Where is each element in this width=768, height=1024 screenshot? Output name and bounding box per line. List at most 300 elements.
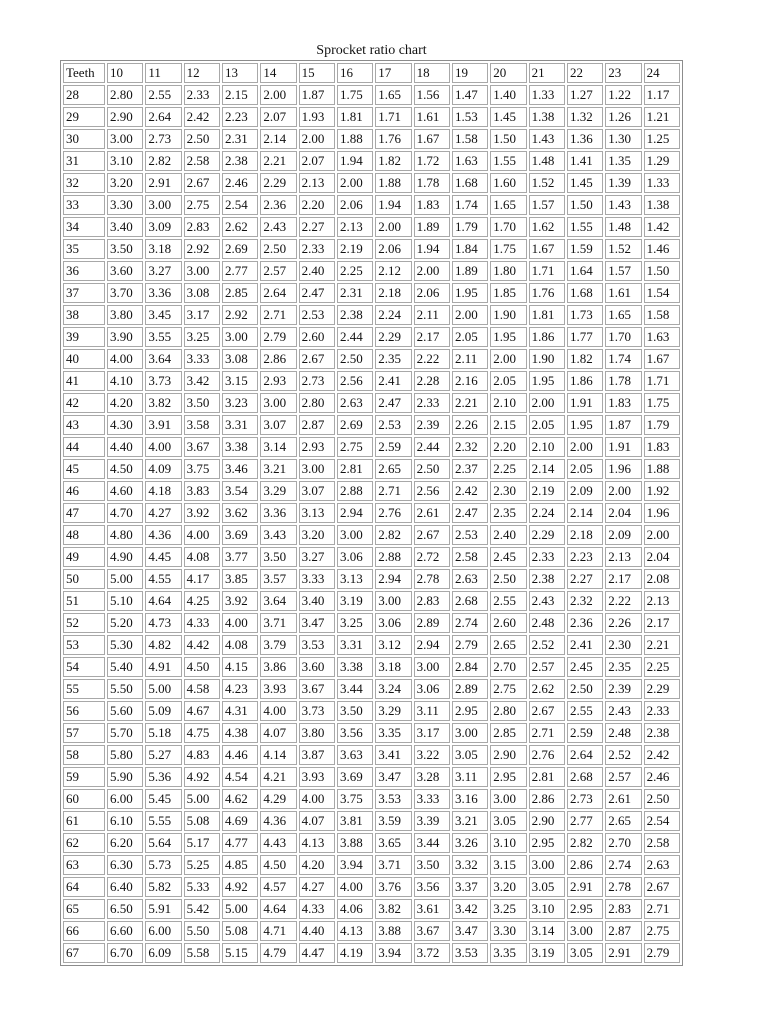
- row-teeth-label: 44: [63, 437, 105, 457]
- ratio-cell: 3.75: [337, 789, 373, 809]
- ratio-cell: 1.83: [414, 195, 450, 215]
- ratio-cell: 2.86: [529, 789, 565, 809]
- ratio-cell: 2.00: [299, 129, 335, 149]
- table-row: [63, 723, 680, 743]
- ratio-cell: 1.86: [529, 327, 565, 347]
- ratio-cell: 4.00: [222, 613, 258, 633]
- ratio-cell: 3.13: [299, 503, 335, 523]
- ratio-cell: 2.84: [452, 657, 488, 677]
- ratio-cell: 2.05: [567, 459, 603, 479]
- column-header: 20: [490, 63, 526, 83]
- ratio-cell: 1.95: [529, 371, 565, 391]
- ratio-cell: 2.29: [644, 679, 680, 699]
- ratio-cell: 4.40: [299, 921, 335, 941]
- ratio-cell: 4.75: [184, 723, 220, 743]
- row-teeth-label: 65: [63, 899, 105, 919]
- ratio-cell: 2.32: [567, 591, 603, 611]
- ratio-cell: 2.79: [260, 327, 296, 347]
- ratio-cell: 2.33: [529, 547, 565, 567]
- ratio-cell: 3.55: [145, 327, 181, 347]
- ratio-cell: 2.63: [452, 569, 488, 589]
- ratio-cell: 2.00: [452, 305, 488, 325]
- ratio-cell: 1.54: [644, 283, 680, 303]
- ratio-cell: 3.44: [337, 679, 373, 699]
- ratio-cell: 5.08: [222, 921, 258, 941]
- ratio-cell: 4.64: [260, 899, 296, 919]
- ratio-cell: 3.70: [107, 283, 143, 303]
- ratio-cell: 2.47: [375, 393, 411, 413]
- ratio-cell: 3.59: [375, 811, 411, 831]
- ratio-cell: 2.46: [222, 173, 258, 193]
- ratio-cell: 3.81: [337, 811, 373, 831]
- ratio-cell: 4.06: [337, 899, 373, 919]
- ratio-cell: 3.60: [299, 657, 335, 677]
- ratio-cell: 1.52: [605, 239, 641, 259]
- ratio-cell: 2.33: [299, 239, 335, 259]
- ratio-cell: 2.53: [375, 415, 411, 435]
- ratio-cell: 2.48: [529, 613, 565, 633]
- ratio-cell: 3.47: [375, 767, 411, 787]
- row-teeth-label: 43: [63, 415, 105, 435]
- ratio-cell: 5.18: [145, 723, 181, 743]
- ratio-cell: 1.95: [452, 283, 488, 303]
- ratio-cell: 3.36: [145, 283, 181, 303]
- ratio-cell: 3.14: [529, 921, 565, 941]
- ratio-cell: 2.16: [452, 371, 488, 391]
- ratio-cell: 5.36: [145, 767, 181, 787]
- ratio-cell: 2.00: [414, 261, 450, 281]
- ratio-cell: 1.77: [567, 327, 603, 347]
- table-row: [63, 371, 680, 391]
- ratio-cell: 2.60: [299, 327, 335, 347]
- ratio-cell: 3.23: [222, 393, 258, 413]
- ratio-cell: 3.19: [529, 943, 565, 963]
- ratio-cell: 3.00: [567, 921, 603, 941]
- ratio-cell: 4.07: [260, 723, 296, 743]
- ratio-cell: 4.30: [107, 415, 143, 435]
- ratio-cell: 2.05: [529, 415, 565, 435]
- ratio-cell: 4.00: [337, 877, 373, 897]
- row-teeth-label: 56: [63, 701, 105, 721]
- ratio-cell: 2.43: [260, 217, 296, 237]
- ratio-cell: 3.22: [414, 745, 450, 765]
- ratio-cell: 3.20: [107, 173, 143, 193]
- ratio-cell: 3.88: [337, 833, 373, 853]
- ratio-cell: 2.95: [529, 833, 565, 853]
- ratio-cell: 1.32: [567, 107, 603, 127]
- ratio-cell: 1.95: [567, 415, 603, 435]
- ratio-cell: 2.17: [605, 569, 641, 589]
- ratio-cell: 2.40: [490, 525, 526, 545]
- ratio-cell: 2.13: [644, 591, 680, 611]
- ratio-cell: 4.92: [184, 767, 220, 787]
- ratio-cell: 5.55: [145, 811, 181, 831]
- table-row: [63, 503, 680, 523]
- ratio-cell: 2.44: [414, 437, 450, 457]
- ratio-cell: 4.36: [145, 525, 181, 545]
- ratio-cell: 2.39: [414, 415, 450, 435]
- ratio-cell: 2.20: [299, 195, 335, 215]
- row-teeth-label: 61: [63, 811, 105, 831]
- ratio-cell: 4.92: [222, 877, 258, 897]
- ratio-cell: 3.11: [452, 767, 488, 787]
- ratio-cell: 3.50: [260, 547, 296, 567]
- ratio-cell: 2.47: [299, 283, 335, 303]
- ratio-cell: 2.50: [337, 349, 373, 369]
- ratio-cell: 1.27: [567, 85, 603, 105]
- ratio-cell: 3.69: [222, 525, 258, 545]
- ratio-cell: 1.43: [529, 129, 565, 149]
- ratio-cell: 1.65: [375, 85, 411, 105]
- ratio-cell: 2.75: [184, 195, 220, 215]
- row-teeth-label: 59: [63, 767, 105, 787]
- row-teeth-label: 54: [63, 657, 105, 677]
- row-teeth-label: 40: [63, 349, 105, 369]
- ratio-cell: 1.50: [644, 261, 680, 281]
- ratio-cell: 2.61: [414, 503, 450, 523]
- ratio-cell: 3.00: [107, 129, 143, 149]
- ratio-cell: 2.53: [452, 525, 488, 545]
- ratio-cell: 2.46: [644, 767, 680, 787]
- ratio-cell: 1.75: [337, 85, 373, 105]
- ratio-cell: 1.91: [605, 437, 641, 457]
- ratio-cell: 1.65: [605, 305, 641, 325]
- ratio-cell: 1.87: [299, 85, 335, 105]
- ratio-cell: 2.40: [299, 261, 335, 281]
- ratio-cell: 2.25: [490, 459, 526, 479]
- ratio-cell: 6.20: [107, 833, 143, 853]
- ratio-cell: 3.53: [299, 635, 335, 655]
- table-row: [63, 789, 680, 809]
- ratio-cell: 1.43: [605, 195, 641, 215]
- ratio-cell: 1.67: [644, 349, 680, 369]
- ratio-cell: 3.18: [375, 657, 411, 677]
- ratio-cell: 4.57: [260, 877, 296, 897]
- ratio-cell: 5.00: [222, 899, 258, 919]
- ratio-cell: 1.88: [644, 459, 680, 479]
- ratio-cell: 2.82: [145, 151, 181, 171]
- table-row: [63, 855, 680, 875]
- table-row: [63, 415, 680, 435]
- ratio-cell: 1.85: [490, 283, 526, 303]
- ratio-cell: 3.00: [414, 657, 450, 677]
- ratio-cell: 1.83: [605, 393, 641, 413]
- ratio-cell: 4.13: [299, 833, 335, 853]
- ratio-cell: 2.27: [299, 217, 335, 237]
- ratio-cell: 1.92: [644, 481, 680, 501]
- ratio-cell: 4.19: [337, 943, 373, 963]
- ratio-cell: 1.55: [490, 151, 526, 171]
- ratio-cell: 5.64: [145, 833, 181, 853]
- row-teeth-label: 38: [63, 305, 105, 325]
- ratio-cell: 1.70: [490, 217, 526, 237]
- ratio-cell: 3.47: [452, 921, 488, 941]
- ratio-cell: 1.50: [490, 129, 526, 149]
- ratio-cell: 2.67: [299, 349, 335, 369]
- ratio-cell: 3.39: [414, 811, 450, 831]
- ratio-cell: 6.40: [107, 877, 143, 897]
- ratio-cell: 1.29: [644, 151, 680, 171]
- ratio-cell: 3.71: [260, 613, 296, 633]
- column-header: 22: [567, 63, 603, 83]
- ratio-cell: 3.50: [107, 239, 143, 259]
- ratio-cell: 6.00: [107, 789, 143, 809]
- ratio-cell: 1.83: [644, 437, 680, 457]
- ratio-cell: 1.41: [567, 151, 603, 171]
- ratio-cell: 1.39: [605, 173, 641, 193]
- ratio-cell: 6.09: [145, 943, 181, 963]
- ratio-cell: 2.71: [529, 723, 565, 743]
- ratio-cell: 5.00: [184, 789, 220, 809]
- ratio-cell: 2.50: [260, 239, 296, 259]
- ratio-cell: 2.00: [567, 437, 603, 457]
- column-header: 21: [529, 63, 565, 83]
- ratio-cell: 2.94: [375, 569, 411, 589]
- ratio-cell: 4.20: [107, 393, 143, 413]
- ratio-cell: 2.26: [605, 613, 641, 633]
- ratio-cell: 2.64: [260, 283, 296, 303]
- ratio-cell: 3.00: [260, 393, 296, 413]
- ratio-cell: 1.62: [529, 217, 565, 237]
- ratio-cell: 3.06: [337, 547, 373, 567]
- ratio-cell: 1.86: [567, 371, 603, 391]
- ratio-cell: 2.93: [299, 437, 335, 457]
- ratio-cell: 2.75: [490, 679, 526, 699]
- ratio-cell: 2.11: [414, 305, 450, 325]
- ratio-cell: 3.24: [375, 679, 411, 699]
- ratio-cell: 3.90: [107, 327, 143, 347]
- ratio-cell: 1.78: [414, 173, 450, 193]
- ratio-cell: 2.77: [222, 261, 258, 281]
- ratio-cell: 3.94: [337, 855, 373, 875]
- ratio-cell: 4.33: [299, 899, 335, 919]
- ratio-cell: 4.70: [107, 503, 143, 523]
- ratio-cell: 1.93: [299, 107, 335, 127]
- ratio-cell: 5.00: [145, 679, 181, 699]
- row-teeth-label: 37: [63, 283, 105, 303]
- ratio-cell: 5.25: [184, 855, 220, 875]
- table-row: [63, 525, 680, 545]
- ratio-cell: 4.42: [184, 635, 220, 655]
- ratio-cell: 2.62: [529, 679, 565, 699]
- ratio-cell: 3.18: [145, 239, 181, 259]
- ratio-cell: 3.07: [299, 481, 335, 501]
- ratio-cell: 1.91: [567, 393, 603, 413]
- table-row: [63, 701, 680, 721]
- column-header: 11: [145, 63, 181, 83]
- ratio-cell: 3.33: [299, 569, 335, 589]
- ratio-cell: 1.67: [529, 239, 565, 259]
- ratio-cell: 2.04: [605, 503, 641, 523]
- ratio-cell: 1.79: [644, 415, 680, 435]
- ratio-cell: 4.36: [260, 811, 296, 831]
- ratio-cell: 3.00: [490, 789, 526, 809]
- ratio-cell: 2.00: [644, 525, 680, 545]
- ratio-cell: 2.29: [375, 327, 411, 347]
- ratio-cell: 3.86: [260, 657, 296, 677]
- ratio-cell: 1.45: [567, 173, 603, 193]
- ratio-cell: 4.80: [107, 525, 143, 545]
- ratio-cell: 4.31: [222, 701, 258, 721]
- ratio-cell: 3.00: [452, 723, 488, 743]
- ratio-cell: 6.00: [145, 921, 181, 941]
- ratio-cell: 1.21: [644, 107, 680, 127]
- ratio-cell: 1.42: [644, 217, 680, 237]
- ratio-cell: 3.65: [375, 833, 411, 853]
- ratio-cell: 3.00: [145, 195, 181, 215]
- ratio-cell: 3.15: [222, 371, 258, 391]
- ratio-cell: 3.08: [184, 283, 220, 303]
- ratio-cell: 5.33: [184, 877, 220, 897]
- ratio-cell: 5.30: [107, 635, 143, 655]
- ratio-cell: 2.14: [260, 129, 296, 149]
- ratio-cell: 2.36: [567, 613, 603, 633]
- ratio-cell: 2.17: [414, 327, 450, 347]
- ratio-cell: 3.67: [184, 437, 220, 457]
- ratio-cell: 4.71: [260, 921, 296, 941]
- ratio-cell: 2.59: [567, 723, 603, 743]
- ratio-cell: 2.44: [337, 327, 373, 347]
- ratio-cell: 3.38: [222, 437, 258, 457]
- ratio-cell: 2.80: [107, 85, 143, 105]
- ratio-cell: 3.46: [222, 459, 258, 479]
- ratio-cell: 2.29: [260, 173, 296, 193]
- table-row: [63, 261, 680, 281]
- ratio-cell: 2.07: [260, 107, 296, 127]
- row-teeth-label: 48: [63, 525, 105, 545]
- table-row: [63, 437, 680, 457]
- ratio-cell: 2.38: [222, 151, 258, 171]
- ratio-cell: 3.29: [260, 481, 296, 501]
- table-row: [63, 745, 680, 765]
- ratio-cell: 1.76: [529, 283, 565, 303]
- ratio-cell: 2.68: [567, 767, 603, 787]
- ratio-cell: 3.14: [260, 437, 296, 457]
- ratio-cell: 3.75: [184, 459, 220, 479]
- ratio-cell: 3.00: [529, 855, 565, 875]
- header-row: [63, 63, 680, 83]
- ratio-cell: 2.58: [452, 547, 488, 567]
- ratio-cell: 2.38: [529, 569, 565, 589]
- ratio-cell: 2.80: [490, 701, 526, 721]
- ratio-cell: 2.77: [567, 811, 603, 831]
- ratio-cell: 3.00: [184, 261, 220, 281]
- ratio-cell: 1.94: [375, 195, 411, 215]
- ratio-cell: 1.81: [529, 305, 565, 325]
- ratio-cell: 3.10: [529, 899, 565, 919]
- ratio-cell: 1.50: [567, 195, 603, 215]
- ratio-cell: 2.43: [605, 701, 641, 721]
- table-row: [63, 349, 680, 369]
- ratio-cell: 2.95: [452, 701, 488, 721]
- ratio-cell: 3.29: [375, 701, 411, 721]
- ratio-cell: 2.30: [605, 635, 641, 655]
- ratio-cell: 2.70: [490, 657, 526, 677]
- ratio-cell: 4.54: [222, 767, 258, 787]
- ratio-cell: 2.70: [605, 833, 641, 853]
- ratio-cell: 3.17: [414, 723, 450, 743]
- ratio-cell: 1.82: [375, 151, 411, 171]
- ratio-cell: 2.75: [644, 921, 680, 941]
- ratio-cell: 3.63: [337, 745, 373, 765]
- ratio-cell: 2.35: [375, 349, 411, 369]
- ratio-cell: 3.38: [337, 657, 373, 677]
- ratio-cell: 2.35: [605, 657, 641, 677]
- ratio-cell: 2.78: [605, 877, 641, 897]
- ratio-cell: 2.45: [490, 547, 526, 567]
- ratio-cell: 3.07: [260, 415, 296, 435]
- ratio-cell: 2.50: [184, 129, 220, 149]
- ratio-cell: 2.27: [567, 569, 603, 589]
- ratio-cell: 4.69: [222, 811, 258, 831]
- ratio-cell: 2.06: [375, 239, 411, 259]
- ratio-cell: 1.96: [605, 459, 641, 479]
- ratio-cell: 1.58: [452, 129, 488, 149]
- ratio-cell: 3.10: [107, 151, 143, 171]
- ratio-cell: 5.80: [107, 745, 143, 765]
- ratio-cell: 2.82: [375, 525, 411, 545]
- ratio-cell: 1.33: [529, 85, 565, 105]
- row-teeth-label: 49: [63, 547, 105, 567]
- table-row: [63, 283, 680, 303]
- table-row: [63, 239, 680, 259]
- row-teeth-label: 60: [63, 789, 105, 809]
- ratio-cell: 2.31: [222, 129, 258, 149]
- ratio-cell: 2.82: [567, 833, 603, 853]
- ratio-cell: 6.50: [107, 899, 143, 919]
- row-teeth-label: 41: [63, 371, 105, 391]
- ratio-cell: 5.70: [107, 723, 143, 743]
- table-row: [63, 679, 680, 699]
- ratio-cell: 3.20: [490, 877, 526, 897]
- ratio-cell: 5.50: [184, 921, 220, 941]
- table-row: [63, 657, 680, 677]
- ratio-cell: 1.87: [605, 415, 641, 435]
- ratio-cell: 4.91: [145, 657, 181, 677]
- ratio-cell: 2.88: [375, 547, 411, 567]
- ratio-cell: 2.56: [414, 481, 450, 501]
- ratio-cell: 4.27: [299, 877, 335, 897]
- ratio-cell: 2.58: [184, 151, 220, 171]
- ratio-cell: 2.52: [605, 745, 641, 765]
- ratio-cell: 4.79: [260, 943, 296, 963]
- ratio-cell: 2.23: [222, 107, 258, 127]
- ratio-cell: 2.13: [299, 173, 335, 193]
- ratio-cell: 3.20: [299, 525, 335, 545]
- ratio-cell: 1.90: [490, 305, 526, 325]
- table-row: [63, 217, 680, 237]
- ratio-cell: 2.55: [490, 591, 526, 611]
- ratio-cell: 2.39: [605, 679, 641, 699]
- ratio-cell: 2.85: [490, 723, 526, 743]
- row-teeth-label: 32: [63, 173, 105, 193]
- ratio-cell: 2.10: [490, 393, 526, 413]
- ratio-cell: 2.73: [145, 129, 181, 149]
- ratio-cell: 3.44: [414, 833, 450, 853]
- ratio-cell: 3.87: [299, 745, 335, 765]
- column-header: 16: [337, 63, 373, 83]
- ratio-cell: 3.35: [490, 943, 526, 963]
- row-teeth-label: 51: [63, 591, 105, 611]
- row-teeth-label: 36: [63, 261, 105, 281]
- ratio-cell: 5.90: [107, 767, 143, 787]
- ratio-cell: 2.11: [452, 349, 488, 369]
- ratio-cell: 4.15: [222, 657, 258, 677]
- table-row: [63, 635, 680, 655]
- ratio-cell: 2.29: [529, 525, 565, 545]
- ratio-cell: 3.80: [299, 723, 335, 743]
- ratio-cell: 4.00: [145, 437, 181, 457]
